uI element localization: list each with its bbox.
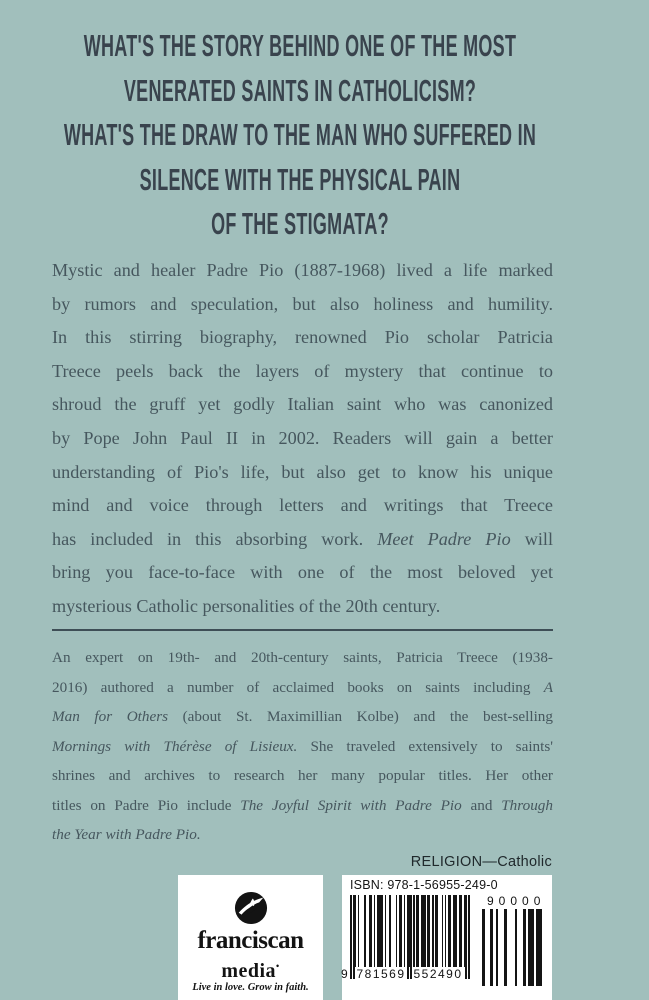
text-line: Mystic and healer Padre Pio (1887-1968) lived a life marked — [52, 260, 553, 280]
text-line: the Year with Padre Pio. — [52, 826, 201, 843]
ean-digit-group-2: 552490 — [413, 967, 463, 981]
text-line: WHAT'S THE DRAW TO THE MAN WHO SUFFERED IN — [63, 117, 537, 153]
text-line: An expert on 19th- and 20th-century saints, Patricia Treece (1938- — [52, 649, 553, 666]
text-line: titles on Padre Pio include The Joyful Spirit with Padre Pio and Through — [52, 796, 553, 814]
registered-mark-dot: • — [276, 961, 280, 971]
category-label: RELIGION—Catholic — [410, 854, 552, 870]
text-line: Mornings with Thérèse of Lisieux. She traveled extensively to saints' — [52, 737, 553, 755]
author-bio-paragraph — [52, 643, 553, 850]
isbn-label: ISBN: 978-1-56955-249-0 — [350, 878, 498, 892]
text-line: Man for Others (about St. Maximillian Kolbe) and the best-selling — [52, 708, 553, 725]
text-line: understanding of Pio's life, but also get to know his unique — [52, 461, 553, 482]
text-line: SILENCE WITH THE PHYSICAL PAIN — [139, 161, 461, 197]
text-line: OF THE STIGMATA? — [211, 206, 389, 242]
section-divider — [52, 629, 553, 631]
publisher-name-line2 — [178, 955, 323, 982]
franciscan-media-bird-icon — [234, 891, 268, 925]
addon-barcode-bars — [482, 909, 542, 986]
ean-digit-group-1: 781569 — [356, 967, 406, 981]
publisher-panel — [178, 875, 323, 1000]
price-addon-barcode — [482, 894, 546, 1000]
barcode-guard-right — [465, 895, 470, 979]
text-line: by Pope John Paul II in 2002. Readers will gain a better — [52, 427, 553, 448]
publisher-media-word: media — [221, 960, 277, 982]
text-line: has included in this absorbing work. Meet Padre Pio will — [52, 528, 553, 549]
ean-lead-digit: 9 — [341, 967, 350, 981]
text-line: shrines and archives to research her many popular titles. Her other — [52, 767, 553, 784]
barcode-panel — [342, 875, 552, 1000]
text-line: bring you face-to-face with one of the most beloved yet — [52, 562, 553, 583]
text-line: mind and voice through letters and writings that Treece — [52, 495, 553, 516]
text-line: 2016) authored a number of acclaimed books on saints including A — [52, 678, 553, 696]
text-line: VENERATED SAINTS IN CATHOLICISM? — [123, 72, 477, 108]
text-line: by rumors and speculation, but also holiness and humility. — [52, 293, 553, 314]
addon-code-label: 90000 — [487, 894, 546, 908]
synopsis-paragraph — [52, 254, 553, 624]
text-line: In this stirring biography, renowned Pio scholar Patricia — [52, 327, 553, 348]
publisher-tagline: Live in love. Grow in faith. — [192, 982, 309, 993]
headline — [39, 24, 561, 247]
publisher-name: franciscan — [197, 927, 304, 954]
ean-barcode — [341, 895, 470, 1000]
text-line: Treece peels back the layers of mystery that continue to — [52, 360, 553, 381]
text-line: WHAT'S THE STORY BEHIND ONE OF THE MOST — [83, 28, 517, 63]
text-line: shroud the gruff yet godly Italian saint who was canonized — [52, 394, 553, 415]
text-line: mysterious Catholic personalities of the 20th century. — [52, 595, 441, 616]
